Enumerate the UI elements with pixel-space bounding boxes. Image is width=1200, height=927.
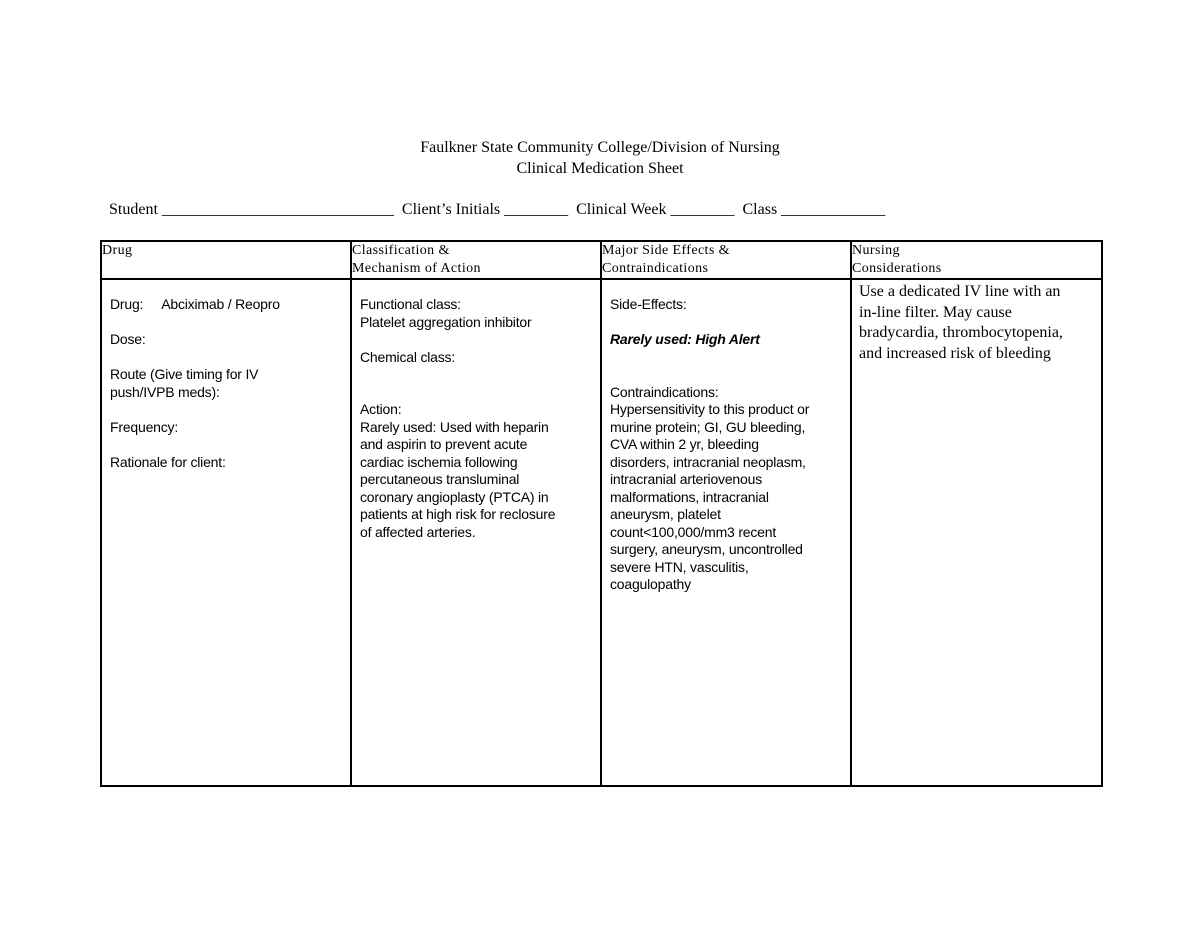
- student-blank[interactable]: _____________________________: [161, 201, 394, 218]
- classification-cell: [351, 279, 601, 786]
- class-blank[interactable]: _____________: [781, 201, 886, 218]
- route-label-1: Route (Give timing for IV: [110, 366, 259, 382]
- action-line: coronary angioplasty (PTCA) in: [360, 488, 549, 505]
- nursing-line: Use a dedicated IV line with an: [859, 283, 1061, 300]
- chemical-class-label: Chemical class:: [360, 348, 456, 365]
- contra-line: Hypersensitivity to this product or: [610, 401, 810, 417]
- action-line: and aspirin to prevent acute: [360, 436, 528, 452]
- side-effects-label: Side-Effects:: [610, 296, 687, 312]
- header-nursing-line1: Nursing: [852, 243, 900, 258]
- high-alert-text: Rarely used: High Alert: [610, 331, 760, 347]
- contra-line: murine protein; GI, GU bleeding,: [610, 418, 806, 435]
- frequency-label: Frequency:: [110, 418, 179, 435]
- nursing-cell: [851, 279, 1102, 786]
- clinical-week-label: Clinical Week: [576, 201, 667, 218]
- dose-label: Dose:: [110, 331, 146, 347]
- header-nursing-line2: Considerations: [852, 261, 942, 276]
- contra-line: surgery, aneurysm, uncontrolled: [610, 541, 803, 557]
- rationale-label: Rationale for client:: [110, 453, 226, 470]
- header-drug: [101, 241, 351, 279]
- action-line: percutaneous transluminal: [360, 471, 520, 487]
- contra-line: malformations, intracranial: [610, 488, 769, 505]
- drug-line: [110, 296, 344, 314]
- action-line: Rarely used: Used with heparin: [360, 418, 549, 435]
- header-side-effects-line1: Major Side Effects &: [602, 243, 730, 258]
- header-classification: [351, 241, 601, 279]
- action-line: of affected arteries.: [360, 523, 476, 540]
- contra-line: CVA within 2 yr, bleeding: [610, 436, 759, 452]
- functional-class-value: Platelet aggregation inhibitor: [360, 313, 532, 330]
- contra-line: coagulopathy: [610, 576, 691, 592]
- contra-line: count<100,000/mm3 recent: [610, 523, 777, 540]
- clinical-week-blank[interactable]: ________: [670, 201, 735, 218]
- table-header-row: [101, 241, 1102, 279]
- functional-class-label: Functional class:: [360, 296, 461, 312]
- contra-line: severe HTN, vasculitis,: [610, 558, 749, 575]
- medication-table: [100, 240, 1103, 787]
- contra-line: disorders, intracranial neoplasm,: [610, 453, 806, 470]
- header-side-effects: [601, 241, 851, 279]
- route-label-2: push/IVPB meds):: [110, 383, 220, 400]
- header-drug-line1: Drug: [102, 243, 133, 258]
- document-header: [0, 138, 1200, 179]
- drug-cell: [101, 279, 351, 786]
- contraindications-label: Contraindications:: [610, 383, 719, 400]
- sheet-title: Clinical Medication Sheet: [516, 159, 684, 177]
- header-classification-line2: Mechanism of Action: [352, 261, 481, 276]
- header-classification-line1: Classification &: [352, 243, 450, 258]
- drug-value: Abciximab / Reopro: [161, 296, 280, 312]
- nursing-line: bradycardia, thrombocytopenia,: [859, 324, 1063, 341]
- nursing-line: and increased risk of bleeding: [859, 344, 1051, 362]
- header-nursing: [851, 241, 1102, 279]
- contra-line: intracranial arteriovenous: [610, 471, 762, 487]
- table-body-row: [101, 279, 1102, 786]
- student-info-line: [109, 199, 885, 221]
- action-label: Action:: [360, 401, 402, 417]
- action-line: patients at high risk for reclosure: [360, 506, 556, 522]
- client-initials-blank[interactable]: ________: [504, 201, 569, 218]
- student-label: Student: [109, 201, 158, 218]
- client-initials-label: Client’s Initials: [401, 201, 501, 218]
- header-side-effects-line2: Contraindications: [602, 261, 709, 276]
- drug-label: Drug:: [110, 296, 144, 312]
- class-label: Class: [742, 201, 778, 218]
- nursing-line: in-line filter. May cause: [859, 303, 1012, 321]
- side-effects-cell: [601, 279, 851, 786]
- action-line: cardiac ischemia following: [360, 453, 518, 470]
- college-title: Faulkner State Community College/Division of Nursing: [420, 139, 780, 156]
- contra-line: aneurysm, platelet: [610, 506, 721, 522]
